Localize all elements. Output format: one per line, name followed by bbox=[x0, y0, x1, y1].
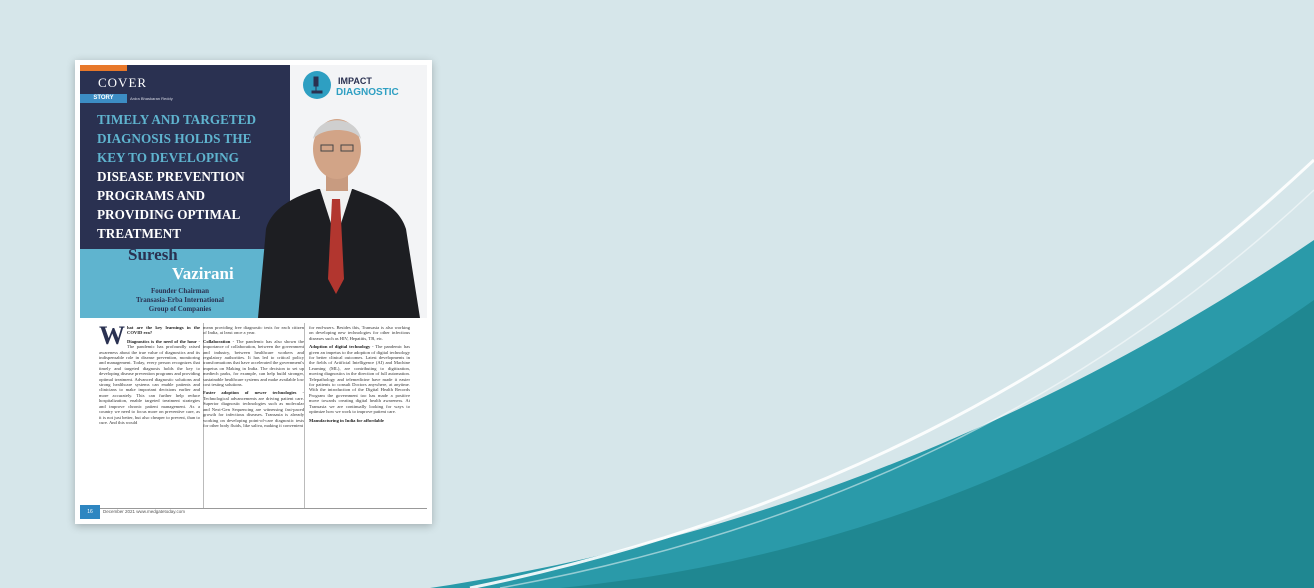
paragraph-heading: Adoption of digital technology bbox=[309, 344, 371, 350]
article-column-3 bbox=[309, 325, 410, 426]
headline-line: PROGRAMS AND bbox=[97, 188, 206, 203]
page-number: 16 bbox=[80, 505, 100, 519]
logo-text-impact: IMPACT bbox=[338, 76, 372, 86]
paragraph-heading: Manufacturing in India for affordable bbox=[309, 417, 384, 423]
paragraph-text: for end-users. Besides this, Transasia is also working on developing new technologies for other infectious diseases such as HIV, Hepatitis, TB, etc. bbox=[309, 325, 410, 341]
person-last-name: Vazirani bbox=[172, 264, 234, 283]
role-line: Transasia-Erba International bbox=[136, 296, 224, 304]
headline-line: DIAGNOSIS HOLDS THE bbox=[97, 131, 252, 146]
portrait-photo bbox=[248, 109, 423, 318]
magazine-page-thumbnail[interactable] bbox=[75, 60, 432, 524]
cover-accent-bar bbox=[80, 65, 127, 71]
article-body bbox=[95, 321, 425, 510]
headline-line: DISEASE PREVENTION bbox=[97, 169, 245, 184]
logo-text-diagnostic: DIAGNOSTIC bbox=[336, 87, 399, 98]
cover-hero bbox=[80, 65, 427, 318]
paragraph-text: mean providing free diagnostic tests for each citizen of India, at least once a year. bbox=[203, 325, 304, 336]
person-first-name: Suresh bbox=[128, 245, 178, 264]
headline-line: TIMELY AND TARGETED bbox=[97, 112, 257, 127]
paragraph-lead: hat are the key learnings in the COVID era? bbox=[127, 325, 200, 336]
section-label-story: STORY bbox=[80, 94, 127, 103]
paragraph-text: - The pandemic has given an impetus to the adoption of digital technology for better clinical outcomes. Latest developments in the fields of Artificial Intelligence (AI) and Machine Learning (ML), are contributing to digitization, moving diagnostics in the direction of full automation. Telepathology and telemedicine have made it easier for patients to consult Doctors anywhere, at anytime. With the introduction of the Digital Health Records Program the government too has made a positive move towards creating digital health awareness. At Transasia we are continually looking for ways to optimize how we work to improve patient care. bbox=[309, 344, 410, 415]
paragraph-heading: Collaboration bbox=[203, 338, 231, 344]
headline-line: TREATMENT bbox=[97, 226, 182, 241]
paragraph-heading: Diagnostics is the need of the hour bbox=[127, 338, 197, 344]
section-label-cover: COVER bbox=[98, 75, 148, 90]
byline: Ardra Bhaskaran Reddy bbox=[130, 96, 173, 101]
role-line: Founder Chairman bbox=[150, 287, 210, 295]
role-line: Group of Companies bbox=[148, 305, 212, 313]
paragraph-text: - Technological advancements are driving patient care. Superior diagnostic technologies such as molecular and Next-Gen Sequencing are witnessing fast-paced growth for infectious diseases. Transasia is already working on developing point-of-care diagnostic tests for other body fluids, like saliva, making it convenient bbox=[203, 390, 304, 428]
article-column-1 bbox=[99, 321, 200, 428]
headline-line: PROVIDING OPTIMAL bbox=[97, 207, 241, 222]
person-role bbox=[110, 287, 250, 314]
headline-line: KEY TO DEVELOPING bbox=[97, 150, 239, 165]
paragraph-text: - The pandemic has profoundly raised awareness about the true value of diagnostics and its indispensable role in disease prevention, monitoring and management. Today, every person recognizes that timely and targeted diagnosis holds the key to developing disease prevention programs and providing optimal treatment. Advanced diagnostic solutions and strong healthcare systems can enable patients and clinicians to make important decisions earlier and more accurately. This can further help reduce hospitalization, enable targeted treatment strategies and improve chronic patient management. As a country we need to focus more on preventive care, as it is not just better, but also cheaper to prevent, than to cure. And this would bbox=[99, 338, 200, 425]
article-column-2 bbox=[203, 325, 304, 431]
dropcap: W bbox=[99, 321, 125, 350]
footer-text: December 2021 www.medgatetoday.com bbox=[103, 509, 185, 514]
paragraph-text: - The pandemic has also shown the importance of collaboration, between the government and industry, between healthcare workers and regulatory authorities. It has led to critical policy transformations that have accelerated the government's impetus on Making in India. The decision to set up medtech parks, for example, can help build stronger, sustainable healthcare systems and make available low cost testing solutions. bbox=[203, 338, 304, 388]
paragraph-heading: Faster adoption of newer technologies bbox=[203, 390, 297, 396]
microscope-icon bbox=[303, 71, 331, 99]
